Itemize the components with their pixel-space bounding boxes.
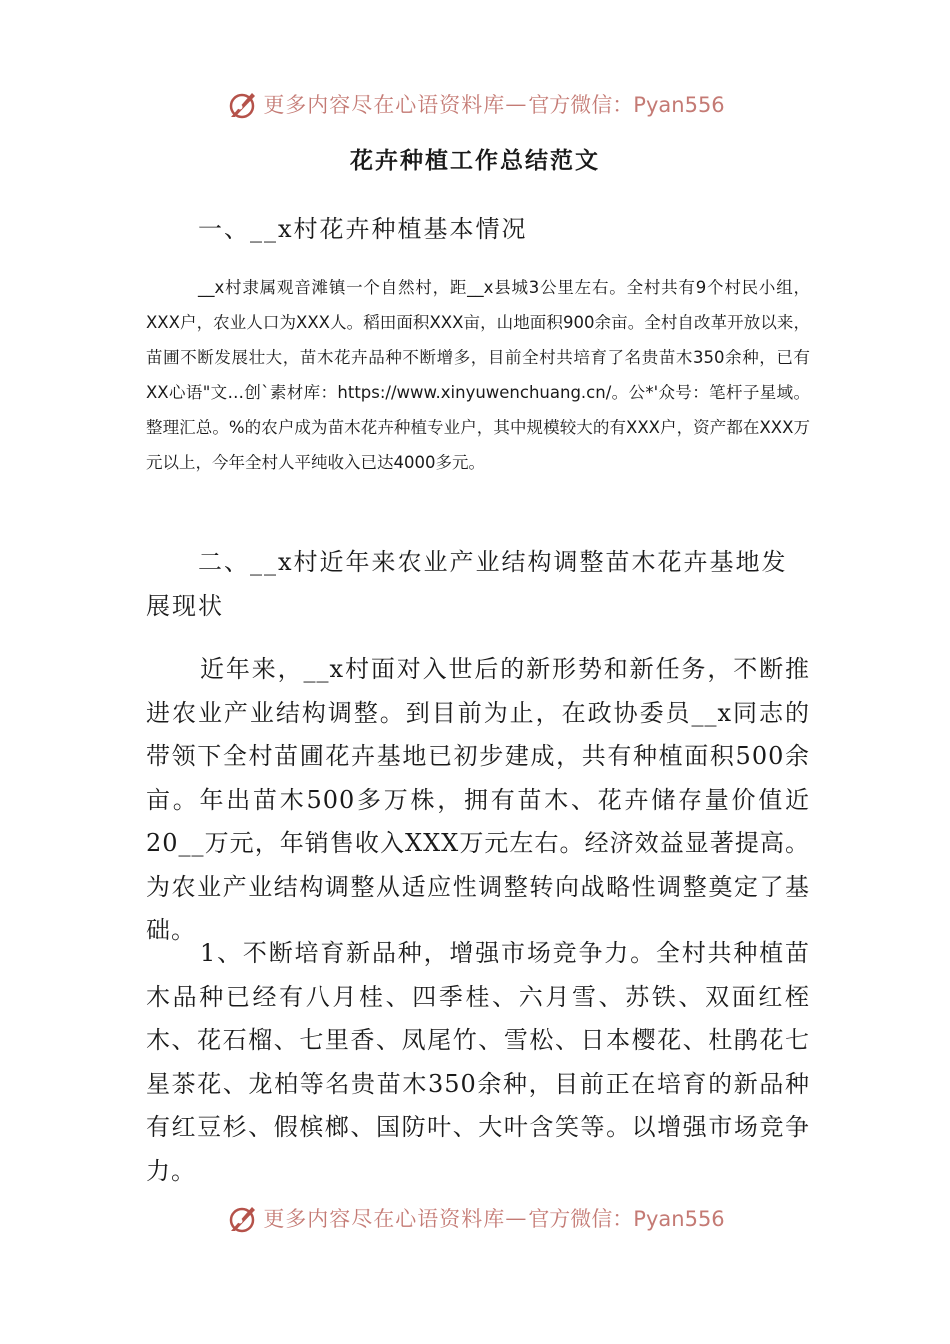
header-brand-text: 更多内容尽在心语资料库 bbox=[263, 93, 506, 117]
item-1-paragraph: 1、不断培育新品种，增强市场竞争力。全村共种植苗木品种已经有八月桂、四季桂、六月雪、苏铁、双面红桎木、花石榴、七里香、凤尾竹、雪松、日本樱花、杜鹃花七星茶花、龙柏等名贵苗木350余种，目前正在培育的新品种有红豆杉、假槟榔、国防叶、大叶含笑等。以增强市场竞争力。 bbox=[146, 939, 810, 1185]
footer-brand-text: 更多内容尽在心语资料库 bbox=[263, 1207, 506, 1231]
section-2-paragraph: 近年来，__x村面对入世后的新形势和新任务，不断推进农业产业结构调整。到目前为止，在政协委员__x同志的带领下全村苗圃花卉基地已初步建成，共有种植面积500余亩。年出苗木500多万株，拥有苗木、花卉储存量价值近20__万元，年销售收入XXX万元左右。经济效益显著提高。为农业产业结构调整从适应性调整转向战略性调整奠定了基础。 bbox=[146, 655, 810, 944]
quill-logo-icon bbox=[225, 87, 259, 121]
quill-logo-icon bbox=[225, 1204, 259, 1235]
footer-separator: — bbox=[505, 1206, 527, 1230]
header-watermark-banner bbox=[0, 84, 950, 124]
section-2-heading: 二、__x村近年来农业产业结构调整苗木花卉基地发展现状 bbox=[146, 548, 788, 620]
document-title: 花卉种植工作总结范文 bbox=[350, 147, 600, 174]
header-separator: — bbox=[505, 92, 527, 116]
footer-wechat-text: 官方微信：Pyan556 bbox=[528, 1207, 725, 1231]
section-1-paragraph: __x村隶属观音滩镇一个自然村，距__x县城3公里左右。全村共有9个村民小组，XXX户，农业人口为XXX人。稻田面积XXX亩，山地面积900余亩。全村自改革开放以来，苗圃不断发展壮大，苗木花卉品种不断增多，目前全村共培育了名贵苗木350余种，已有XX心语"文…创`素材库：https://www.xinyuwenchuang.cn/。公*'众号：笔杆子星域。整理汇总。%的农户成为苗木花卉种植专业户，其中规模较大的有XXX户，资产都在XXX万元以上，今年全村人平纯收入已达4000多元。 bbox=[146, 278, 810, 472]
header-wechat-text: 官方微信：Pyan556 bbox=[528, 93, 725, 117]
footer-watermark-banner bbox=[0, 1204, 950, 1240]
section-1-heading: 一、__x村花卉种植基本情况 bbox=[198, 215, 528, 243]
